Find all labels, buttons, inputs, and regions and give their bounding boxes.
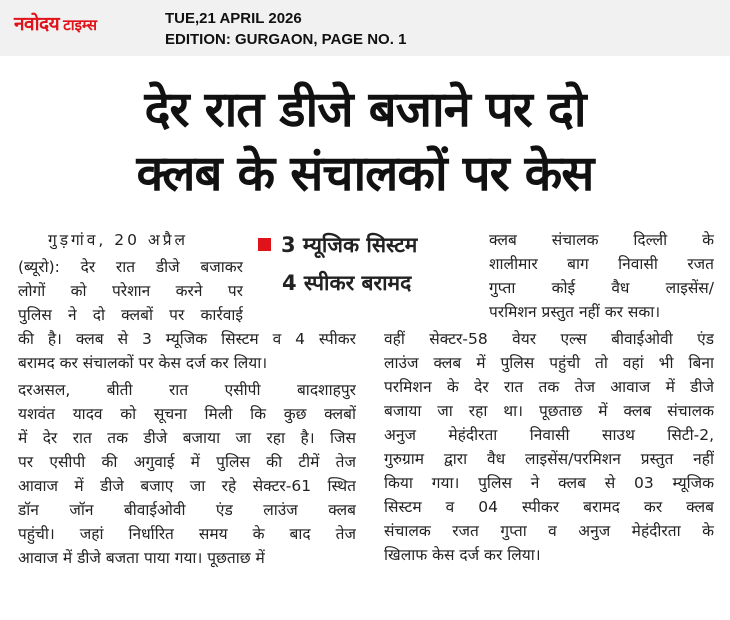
logo-brand-suffix: टाइम्स: [63, 16, 97, 34]
article-text-line: गुप्ता कोई वैध लाइसेंस/: [489, 279, 714, 297]
article-text-line: शालीमार बाग निवासी रजत: [489, 255, 714, 273]
article-text-line: लाउंज क्लब में पुलिस पहुंची तो वहां भी बिना: [384, 354, 714, 372]
article-text-line: परमिशन प्रस्तुत नहीं कर सका।: [489, 303, 661, 321]
newspaper-header-bar: [0, 0, 730, 56]
highlight-line-2: 4 स्पीकर बरामद: [282, 271, 412, 295]
article-text-line: बरामद कर संचालकों पर केस दर्ज कर लिया।: [18, 354, 268, 372]
article-text-line: आवाज में डीजे बजाए जा रहे सेक्टर-61 स्थित: [18, 477, 356, 495]
article-text-line: अनुज मेहंदीरता निवासी साउथ सिटी-2,: [384, 426, 714, 444]
article-text-line: परमिशन के देर रात तक तेज आवाज में डीजे: [384, 378, 714, 396]
headline-line-2: क्लब के संचालकों पर केस: [136, 145, 594, 202]
article-text-line: बजाया जा रहा था। पूछताछ में क्लब संचालक: [384, 402, 714, 420]
newspaper-logo: [14, 10, 97, 34]
article-text-line: (ब्यूरो): देर रात डीजे बजाकर: [18, 258, 243, 276]
edition-info: [165, 8, 406, 50]
article-text-line: में देर रात तक डीजे बजाया जा रहा है। जिस: [18, 429, 356, 447]
headline-line-1: देर रात डीजे बजाने पर दो: [144, 81, 586, 138]
article-left-column: [18, 228, 356, 570]
article-text-line: वहीं सेक्टर-58 वेयर एल्स बीवाईओवी एंड: [384, 330, 714, 348]
article-text-line: पहुंची। जहां निर्धारित समय के बाद तेज: [18, 525, 356, 543]
article-right-column: [384, 228, 714, 567]
article-text-line: की है। क्लब से 3 म्यूजिक सिस्टम व 4 स्पीकर: [18, 330, 356, 348]
publication-date: TUE,21 APRIL 2026: [165, 10, 302, 27]
article-text-line: यशवंत यादव को सूचना मिली कि कुछ क्लबों: [18, 405, 356, 423]
logo-brand-text: नवोदय: [14, 13, 60, 35]
article-text-line: गुरुग्राम द्वारा वैध लाइसेंस/परमिशन प्रस्तुत नहीं: [384, 450, 714, 468]
article-text-line: गुड़गांव, 20 अप्रैल: [48, 231, 189, 249]
article-text-line: दरअसल, बीती रात एसीपी बादशाहपुर: [18, 381, 356, 399]
article-text-line: किया गया। पुलिस ने क्लब से 03 म्यूजिक: [384, 474, 714, 492]
article-text-line: लोगों को परेशान करने पर: [18, 282, 243, 300]
article-text-line: आवाज में डीजे बजता पाया गया। पूछताछ में: [18, 549, 265, 567]
article-text-line: क्लब संचालक दिल्ली के: [489, 231, 714, 249]
article-text-line: पुलिस ने दो क्लबों पर कार्रवाई: [18, 306, 243, 324]
article-text-line: सिस्टम व 04 स्पीकर बरामद कर क्लब: [384, 498, 714, 516]
article-text-line: डॉन जॉन बीवाईओवी एंड लाउंज क्लब: [18, 501, 356, 519]
article-text-line: संचालक रजत गुप्ता व अनुज मेहंदीरता के: [384, 522, 714, 540]
highlight-text-1: 3 म्यूजिक सिस्टम: [281, 233, 418, 257]
article-text-line: पर एसीपी की अगुवाई में पुलिस की टीमें तेज: [18, 453, 356, 471]
article-text-line: खिलाफ केस दर्ज कर लिया।: [384, 546, 541, 564]
article-headline: [0, 78, 730, 206]
edition-page: EDITION: GURGAON, PAGE NO. 1: [165, 31, 407, 48]
